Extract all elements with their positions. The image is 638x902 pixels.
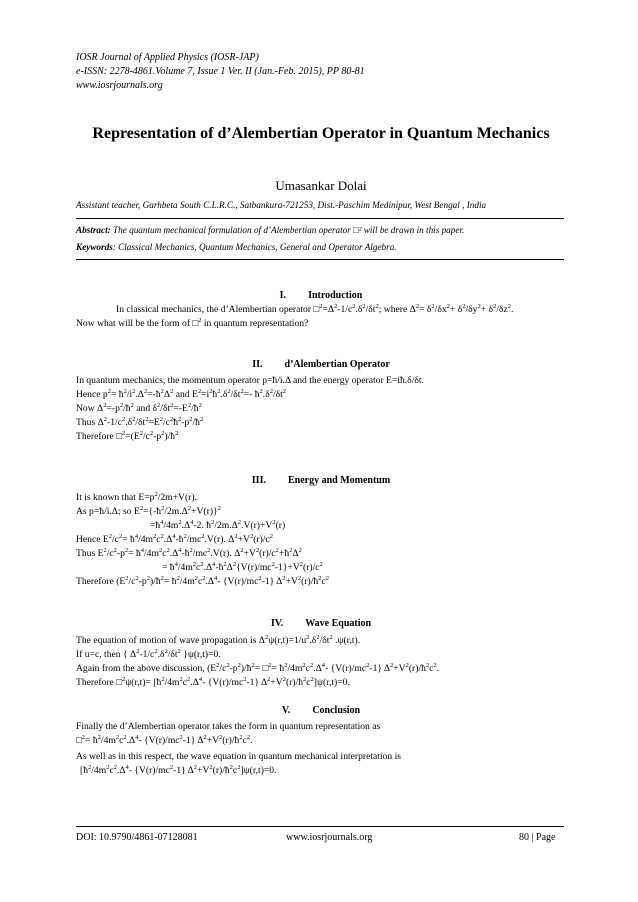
author-affiliation: Assistant teacher, Garhbeta South C.L.R.C., Satbankura-721253, Dist.-Paschim Medinipur, West Bengal , India xyxy=(76,200,487,210)
conclusion-line-2: □$^2$= $ħ^2/4m^2c^2.\Delta^4-$ $\{V(r)/mc^2-1\}$ $\Delta^2+V^2(r)/ħ^2c^2$. xyxy=(76,734,253,746)
keywords xyxy=(76,242,397,252)
abstract-text: The quantum mechanical formulation of d’Alembertian operator □² will be drawn in this paper. xyxy=(110,225,465,235)
section-heading-dalembertian-operator xyxy=(76,359,566,370)
section-number: I. xyxy=(279,290,287,301)
section-title: Introduction xyxy=(308,290,363,301)
intro-line-2: Now what will be the form of □$^2$ in quantum representation? xyxy=(76,317,309,329)
footer-rule xyxy=(76,826,564,827)
section-title: d’Alembertian Operator xyxy=(284,359,390,370)
section-heading-wave-equation xyxy=(76,618,566,629)
author-name: Umasankar Dolai xyxy=(275,178,367,193)
top-rule xyxy=(76,218,564,219)
section-number: II. xyxy=(252,359,263,370)
energy-line-3: $=ħ^4/4m^2.\Delta^4-2$. $ħ^2/2m.\Delta^2.V(r)+V^2(r)$ xyxy=(150,519,286,531)
section-title: Wave Equation xyxy=(305,618,372,629)
conclusion-line-3: As well as in this respect, the wave equation in quantum mechanical interpretation is xyxy=(76,751,402,762)
intro-line-1: In classical mechanics, the d’Alembertian operator $□^2=\Delta^2-1/c^2.\delta^2/\delta t^2$; where $\Delta^2= \delta^2/\delta x^2+ \delta^2/\delta y^2+ \delta^2/\delta z^2$. xyxy=(116,303,514,315)
energy-line-2: As p=ħ/i.Δ; so $E^2=\{-ħ^2/2m.\Delta^2+V(r)\}^2$ xyxy=(76,505,221,517)
wave-line-4: Therefore □$^2$ψ(r,t)= [$ħ^2/4m^2c^2.\Delta^4-$ $\{V(r)/mc^2-1\}$ $\Delta^2+V^2(r)/ħ^2c^2]\psi(r,t)=0$. xyxy=(76,676,350,688)
operator-line-4: Thus $\Delta^2-1/c^2.\delta^2/\delta t^2=E^2/c^2ħ^2-p^2/ħ^2$ xyxy=(76,416,204,428)
energy-line-6: = $ħ^4/4m^2c^2.\Delta^4-ħ^2\Delta^2\{V(r)/mc^2-1\}+V^2(r)/c^2$ xyxy=(162,561,323,573)
section-number: V. xyxy=(281,705,291,716)
keywords-text: : Classical Mechanics, Quantum Mechanics, General and Operator Algebra. xyxy=(112,242,397,252)
paper-title: Representation of d’Alembertian Operator in Quantum Mechanics xyxy=(92,125,550,142)
wave-line-1: The equation of motion of wave propagation is $\Delta^2\psi(r,t)=1/u^2.\delta^2/\delta t^2$ .ψ(r,t). xyxy=(76,634,361,646)
energy-line-4: Hence $E^2/c^2=$ $ħ^4/4m^2c^2.\Delta^4-ħ^2/mc^2.V(r)$. $\Delta^2+V^2(r)/c^2$ xyxy=(76,533,273,545)
operator-line-3: Now $\Delta^2=-p^2/ħ^2$ and $\delta^2/\delta t^2=-E^2/ħ^2$ xyxy=(76,402,202,414)
section-number: III. xyxy=(251,475,266,486)
section-number: IV. xyxy=(270,618,284,629)
journal-name: IOSR Journal of Applied Physics (IOSR-JAP) xyxy=(76,52,259,63)
page-number: 80 | Page xyxy=(519,832,556,843)
bottom-rule xyxy=(76,259,564,260)
section-title: Energy and Momentum xyxy=(287,475,391,486)
footer-doi: DOI: 10.9790/4861-07128081 xyxy=(76,832,198,843)
conclusion-line-4: [$ħ^2/4m^2c^2.\Delta^4-$ $\{V(r)/mc^2-1\}$ $\Delta^2+V^2(r)/ħ^2c^2]\psi(r,t)=0$. xyxy=(80,764,277,776)
operator-line-1: In quantum mechanics, the momentum operator p=ħ/i.Δ and the energy operator E=iħ.δ/δt. xyxy=(76,375,424,386)
section-heading-energy-momentum xyxy=(76,475,566,486)
conclusion-line-1: Finally the d’Alembertian operator takes the form in quantum representation as xyxy=(76,721,381,732)
issn-line: e-ISSN: 2278-4861.Volume 7, Issue 1 Ver. II (Jan.-Feb. 2015), PP 80-81 xyxy=(76,66,365,77)
operator-line-5: Therefore $□^2=(E^2/c^2-p^2)/ħ^2$ xyxy=(76,430,179,442)
abstract-label: Abstract: xyxy=(76,225,111,235)
energy-line-7: Therefore $(E^2/c^2-p^2)/ħ^2=$ $ħ^2/4m^2c^2.\Delta^4-$ $\{V(r)/mc^2-1\}$ $\Delta^2+V^2(r)/ħ^2c^2$ xyxy=(76,575,329,587)
section-title: Conclusion xyxy=(312,705,361,716)
journal-website[interactable]: www.iosrjournals.org xyxy=(76,80,163,91)
energy-line-5: Thus $E^2/c^2-p^2=$ $ħ^4/4m^2c^2.\Delta^4-ħ^2/mc^2.V(r)$. $\Delta^2+V^2(r)/c^2+ħ^2\Delta^2$ xyxy=(76,547,302,559)
abstract xyxy=(76,225,464,235)
wave-line-3: Again from the above discussion, $(E^2/c^2-p^2)/ħ^2=$ □$^2$= $ħ^2/4m^2c^2.\Delta^4-$ $\{V(r)/mc^2-1\}$ $\Delta^2+V^2(r)/ħ^2c^2$. xyxy=(76,662,440,674)
keywords-label: Keywords xyxy=(76,242,113,252)
operator-line-2: Hence $p^2=$ $ħ^2/i^2.\Delta^2=-ħ^2\Delta^2$ and $E^2=i^2ħ^2.\delta^2/\delta t^2=-$ $ħ^2.\delta^2/\delta t^2$ xyxy=(76,388,287,400)
section-heading-conclusion xyxy=(76,705,566,716)
section-heading-introduction xyxy=(76,290,566,301)
wave-line-2: If u=c, then { $\Delta^2-1/c^2.\delta^2/\delta t^2$ }ψ(r,t)=0. xyxy=(76,648,221,660)
footer-website[interactable]: www.iosrjournals.org xyxy=(286,832,373,843)
energy-line-1: It is known that $E=p^2/2m+V(r)$. xyxy=(76,491,197,503)
